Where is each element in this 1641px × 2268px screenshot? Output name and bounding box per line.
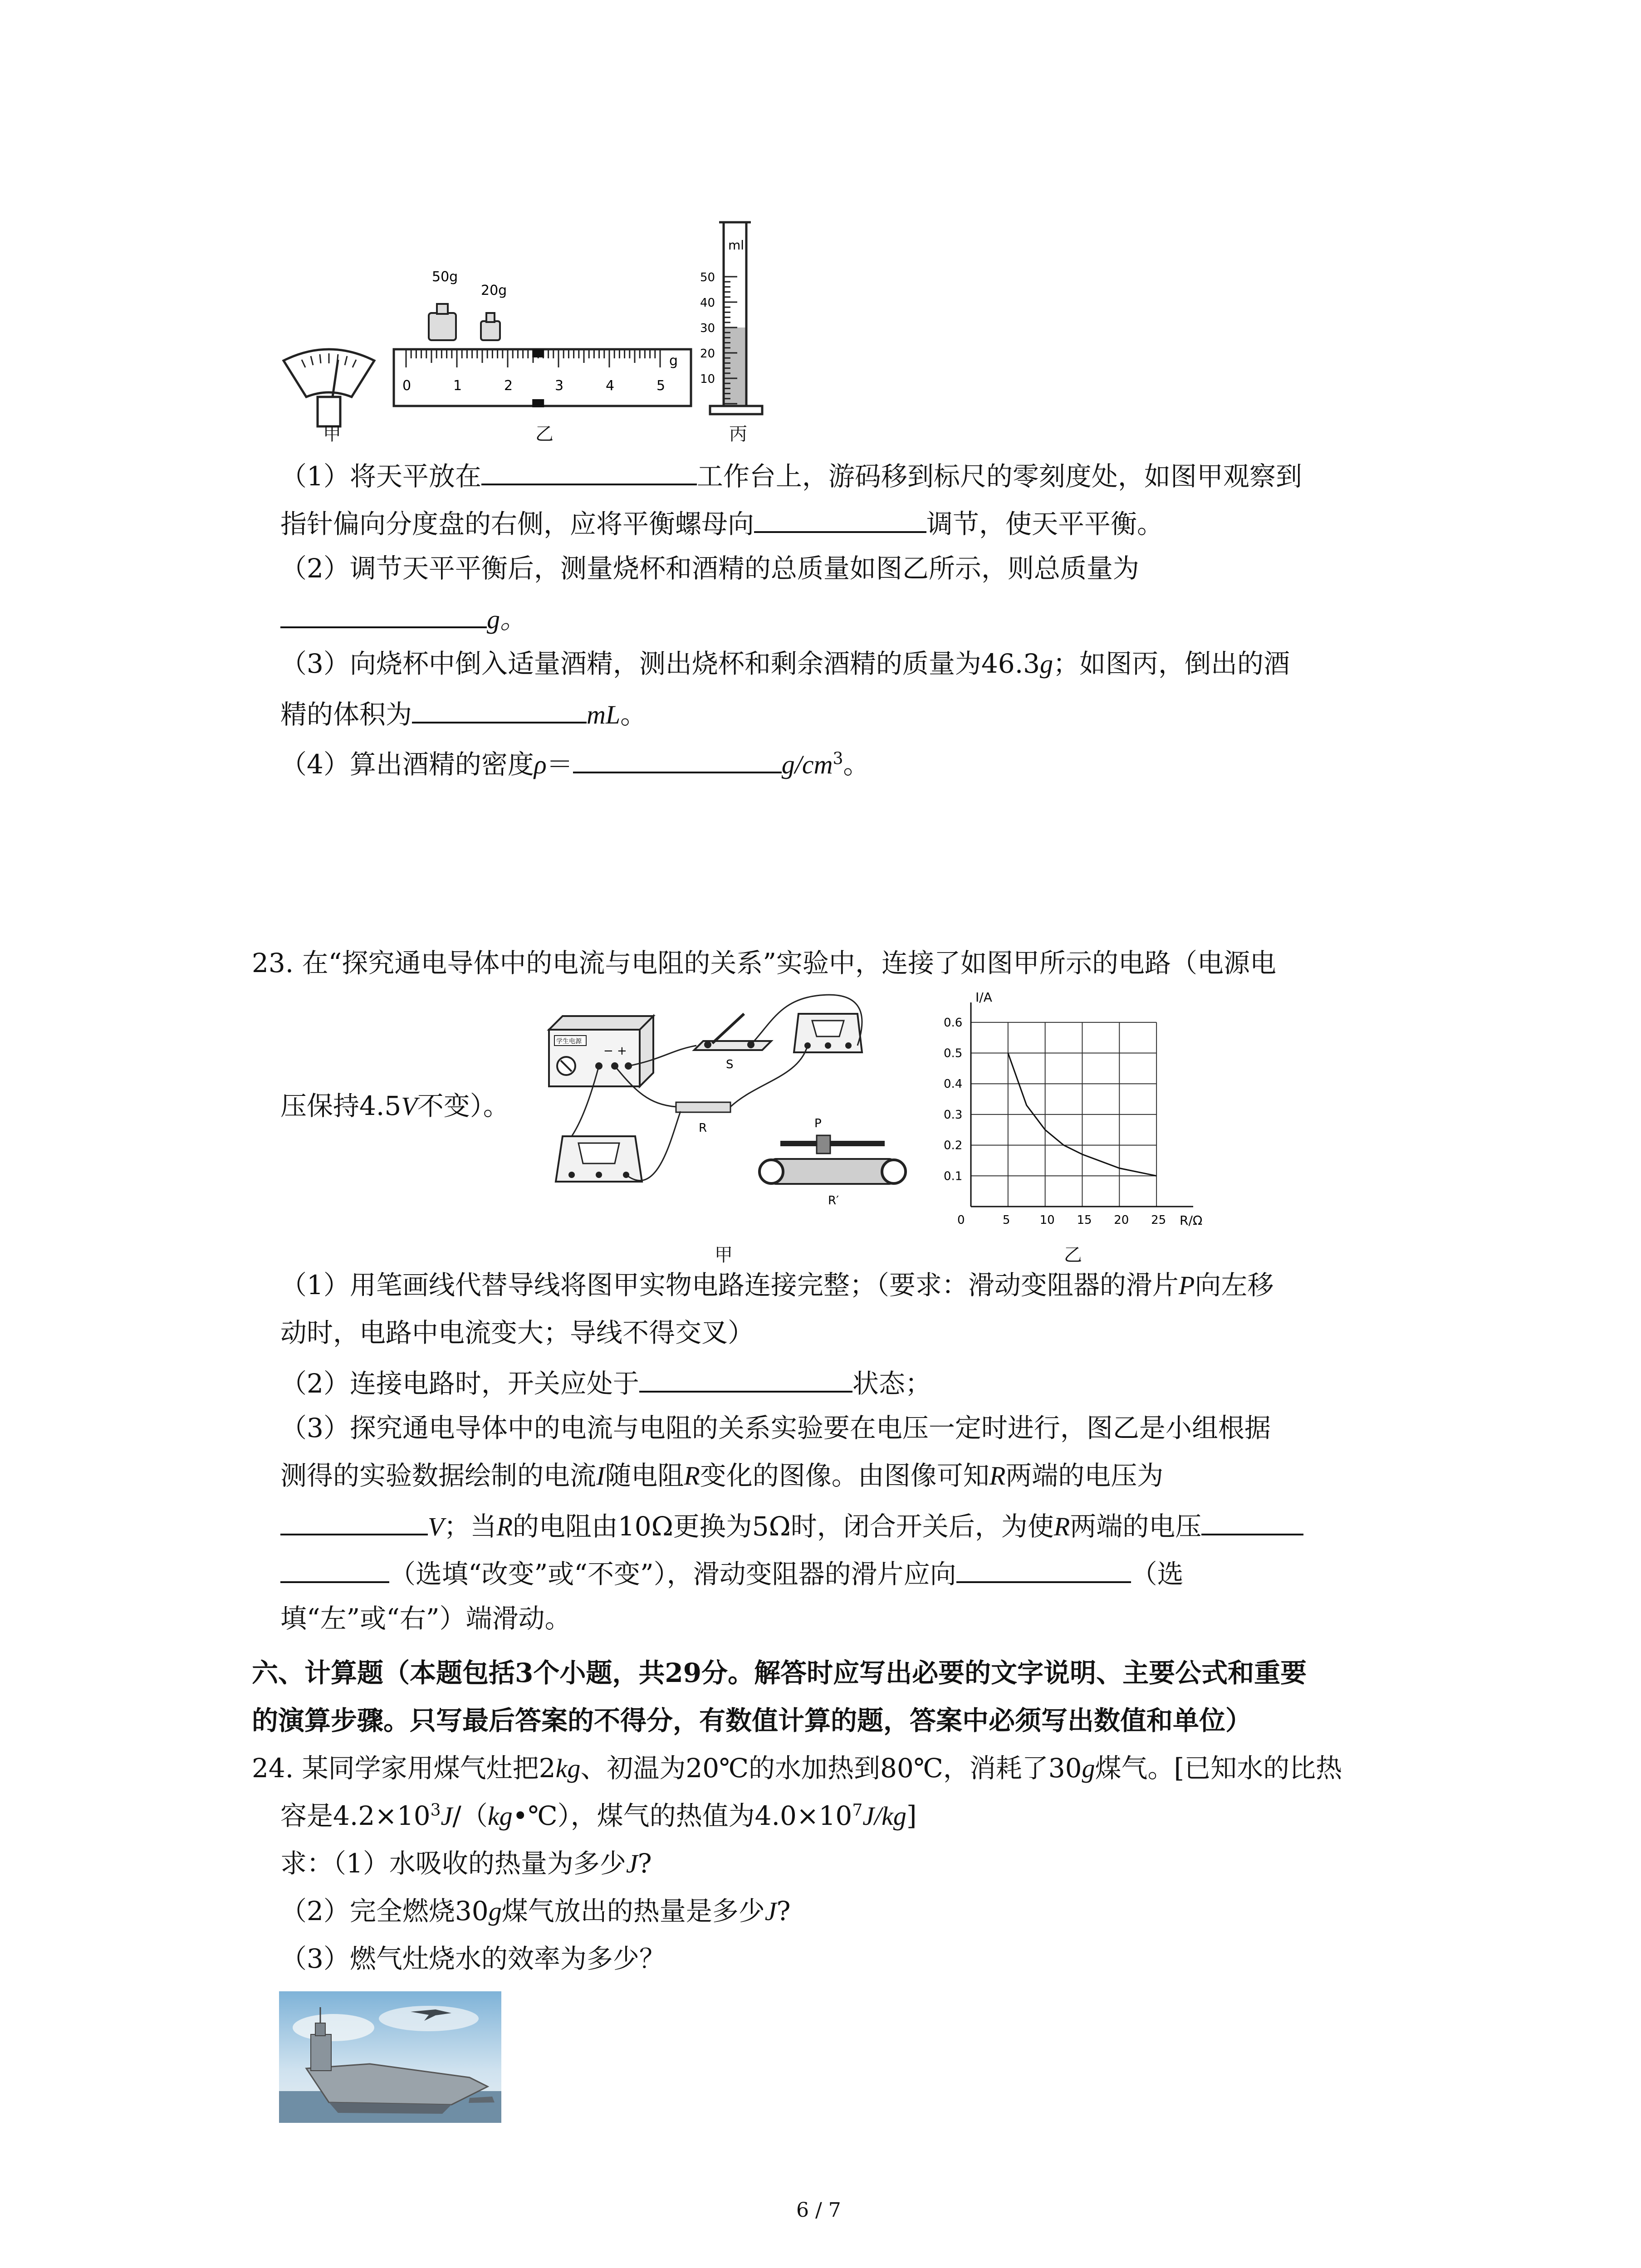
y-tick-label: 0.5	[944, 1046, 963, 1061]
y-axis-label: I/A	[975, 990, 992, 1005]
rider-bottom	[532, 399, 544, 407]
q23-part3-line4: （选填“改变”或“不变”），滑动变阻器的滑片应向 （选	[280, 1556, 1184, 1589]
answer-blank-surface[interactable]	[481, 458, 697, 485]
answer-blank-voltage-change-a[interactable]	[1201, 1508, 1303, 1535]
q23-part1-line1: （1）用笔画线代替导线将图甲实物电路连接完整；（要求：滑动变阻器的滑片P向左移	[280, 1270, 1274, 1300]
q24-line2: 容是$4.2\times 10^3J/(kg•℃)$，煤气的热值为$4.0\times 10^7J/kg$]	[280, 1800, 917, 1831]
q24-line5: （3）燃气灶烧水的效率为多少？	[280, 1943, 666, 1974]
x-tick-label: 5	[1002, 1213, 1010, 1227]
x-tick-label: 20	[1114, 1213, 1129, 1227]
ruler-tick-label: 5	[656, 378, 666, 394]
ruler-tick-label: 3	[555, 378, 564, 394]
meter-top	[794, 1014, 862, 1052]
q24-line1: 24. 某同学家用煤气灶把2kg、初温为20℃的水加热到80℃，消耗了30g煤气。[已知水的比热	[252, 1753, 1342, 1784]
rider	[532, 349, 544, 357]
q23-part3-line5: 填“左”或“右”）端滑动。	[280, 1603, 571, 1634]
svg-text:学生电源: 学生电源	[556, 1038, 582, 1045]
cylinder-tick-label: 10	[700, 372, 715, 386]
y-tick-label: 0.2	[944, 1139, 963, 1153]
q22-part3-line1: （3）向烧杯中倒入适量酒精，测出烧杯和剩余酒精的质量为46.3g；如图丙，倒出的酒	[280, 648, 1290, 679]
y-tick-label: 0.6	[944, 1016, 963, 1030]
ruler-body	[394, 349, 691, 406]
chart-caption-yi: 乙	[1064, 1245, 1082, 1266]
aircraft-carrier-image	[279, 1991, 501, 2123]
answer-blank-density[interactable]	[573, 746, 782, 773]
ruler-tick-label: 1	[453, 378, 462, 394]
current-resistance-chart	[921, 989, 1216, 1243]
ruler-tick-label: 2	[504, 378, 513, 394]
q23-intro-line2: 压保持4.5V不变）。	[280, 1090, 509, 1121]
figure-caption-yi: 乙	[535, 424, 554, 445]
q24-line4: （2）完全燃烧30g煤气放出的热量是多少J?	[280, 1896, 791, 1926]
ruler-unit: g	[669, 353, 678, 369]
q23-part3-line3: V；当R的电阻由10Ω更换为5Ω时，闭合开关后，为使R两端的电压	[280, 1508, 1303, 1542]
q22-part1-line2: 指针偏向分度盘的右侧，应将平衡螺母向 调节，使天平平衡。	[280, 506, 1163, 539]
x-tick-label: 15	[1077, 1213, 1092, 1227]
answer-blank-direction[interactable]	[754, 506, 926, 533]
switch	[694, 1014, 771, 1071]
x-tick-label: 25	[1151, 1213, 1166, 1227]
answer-blank-switch-state[interactable]	[639, 1365, 852, 1393]
x-tick-label: 10	[1039, 1213, 1055, 1227]
svg-text:P: P	[814, 1117, 822, 1130]
q23-part2: （2）连接电路时，开关应处于 状态；	[280, 1365, 931, 1398]
x-tick-label: 0	[957, 1213, 965, 1227]
measuring-cylinder-figure	[692, 218, 778, 417]
q23-part1-line2: 动时，电路中电流变大；导线不得交叉）	[280, 1317, 754, 1348]
q23-part3-line1: （3）探究通电导体中的电流与电阻的关系实验要在电压一定时进行，图乙是小组根据	[280, 1413, 1271, 1443]
ruler-tick-label: 0	[402, 378, 411, 394]
q22-part3-line2: 精的体积为 mL。	[280, 696, 647, 730]
cylinder-tick-label: 40	[700, 296, 715, 310]
figure-caption-jia: 甲	[323, 424, 341, 445]
svg-text:S: S	[726, 1058, 734, 1071]
answer-blank-slide-direction[interactable]	[956, 1556, 1131, 1583]
page-number: 6 / 7	[796, 2199, 841, 2222]
circuit-caption-jia: 甲	[715, 1245, 733, 1266]
q22-part2-line1: （2）调节天平平衡后，测量烧杯和酒精的总质量如图乙所示，则总质量为	[280, 553, 1139, 584]
meter-bottom	[556, 1136, 642, 1182]
figure-caption-bing: 丙	[729, 424, 747, 445]
q23-part3-line2: 测得的实验数据绘制的电流I随电阻R变化的图像。由图像可知R两端的电压为	[280, 1460, 1164, 1491]
answer-blank-voltage-change-b[interactable]	[280, 1556, 389, 1583]
q22-part4: （4）算出酒精的密度$\rho= g/cm^3$。	[280, 746, 869, 780]
cylinder-tick-label: 50	[700, 271, 715, 284]
y-tick-label: 0.4	[944, 1077, 963, 1091]
answer-blank-voltage[interactable]	[280, 1508, 428, 1535]
weight-20g-label: 20g	[481, 283, 507, 298]
section6-heading-line1: 六、计算题（本题包括3个小题，共29分。解答时应写出必要的文字说明、主要公式和重要	[252, 1657, 1307, 1688]
power-supply	[549, 1016, 653, 1086]
q22-part2-line2: g。	[280, 601, 526, 635]
cylinder-tick-label: 30	[700, 322, 715, 335]
answer-blank-total-mass[interactable]	[280, 601, 487, 628]
answer-blank-volume[interactable]	[412, 696, 587, 723]
y-tick-label: 0.1	[944, 1169, 963, 1183]
weight-20g	[481, 313, 500, 340]
cylinder-unit: ml	[728, 238, 745, 253]
svg-text:R: R	[699, 1121, 707, 1135]
q22-part1-line1: （1）将天平放在 工作台上，游码移到标尺的零刻度处，如图甲观察到	[280, 458, 1302, 491]
rheostat	[759, 1117, 906, 1207]
y-tick-label: 0.3	[944, 1108, 963, 1122]
section6-heading-line2: 的演算步骤。只写最后答案的不得分，有数值计算的题，答案中必须写出数值和单位）	[252, 1705, 1252, 1736]
x-axis-label: R/Ω	[1180, 1213, 1203, 1228]
svg-text:R′: R′	[828, 1194, 839, 1207]
cylinder-tick-label: 20	[700, 347, 715, 361]
balance-pointer-figure	[279, 342, 379, 429]
circuit-figure	[544, 987, 930, 1241]
ruler-tick-label: 4	[606, 378, 615, 394]
q23-intro-line1: 23. 在“探究通电导体中的电流与电阻的关系”实验中，连接了如图甲所示的电路（电源电	[252, 948, 1276, 978]
q24-line3: 求：（1）水吸收的热量为多少J?	[280, 1848, 652, 1879]
resistor-r	[676, 1102, 730, 1135]
weight-50g	[429, 304, 456, 340]
balance-ruler-figure	[390, 268, 699, 417]
weight-50g-label: 50g	[432, 269, 458, 285]
svg-text:− +: − +	[603, 1044, 627, 1058]
